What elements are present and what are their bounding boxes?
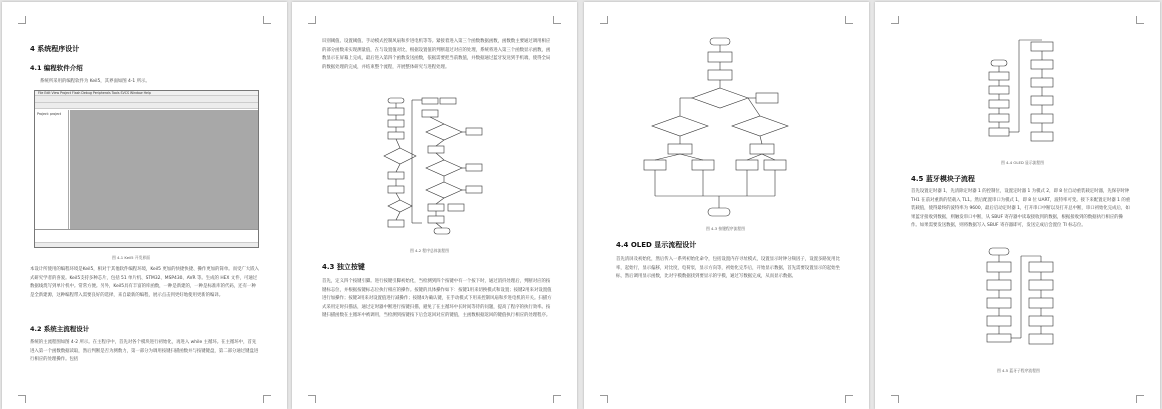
heading-oled-display: 4.4 OLED 显示流程设计 <box>616 241 697 249</box>
main-program-flowchart <box>382 96 492 246</box>
ide-menu-bar: File Edit View Project Flash Debug Peripherals Tools SVCS Window Help <box>35 91 258 96</box>
bluetooth-subprogram-flowchart <box>985 246 1065 368</box>
ide-toolbar-secondary <box>35 103 258 109</box>
bluetooth-description-text: 首先设置定时器 1，先清除定时器 1 的控制位，设置定时器 1 为模式 2，即 8 位自动重装载定时器，先保存时钟 TH1 在前对重新的装载入 TL1。然后配置串口为模式 1，即 8 位 UART，波特率可变。接下来配置定时器 1 的重装载值，使得最终的波特率为 9600，最后启动定时器 1，打开串口中断以及打开总中断，串口初始化完成后，如果蓝牙接收到数据，则触发串口中断，从 SBUF 寄存器中读取接收到的数据，根据接收到的数据执行相应的操作。如果需要发送数据，则将数据写入 SBUF 寄存器即可，发送完成后会置位 TI 标志位。 <box>911 189 1131 229</box>
document-page-2 <box>292 2 577 409</box>
figure-caption-4-2: 图 4-2 程序总体流程图 <box>410 248 449 253</box>
heading-software-intro: 4.1 编程软件介绍 <box>30 64 83 72</box>
heading-independent-keys: 4.3 独立按键 <box>322 263 365 271</box>
figure-caption-4-1: 图 4-1 Keil5 开发界面 <box>112 255 150 260</box>
main-flow-continued-text: 识别阈值、设置阈值、手动模式控制风扇和步进电机等等。紧接着进入第三个函数数据函数，函数数主要通过调用相应的部分函数来实现测量值，在与设置值对比，根据设置值的判断超过对应的处理，系统将进入第三个函数显示函数，函数显示在屏幕上完成，最后进入第四个函数发送函数，依据需要把当前数值，并数据通过蓝牙发送到手机端，使得全局的数据处理的完成，并结束整个流程，开展整体研究与进程处理。 <box>322 39 551 70</box>
ide-editor-area <box>70 110 258 229</box>
ide-build-output <box>35 229 258 242</box>
key-program-flowchart <box>624 36 794 221</box>
document-page-1 <box>2 2 287 409</box>
software-intro-text: 系统所采用的编程软件为 Keil5，其界面如图 4-1 所示。 <box>40 79 150 84</box>
heading-bluetooth-module: 4.5 蓝牙模块子流程 <box>911 175 975 183</box>
figure-caption-4-4: 图 4-4 OLED 显示流程图 <box>1001 160 1045 165</box>
ide-project-panel <box>35 110 69 229</box>
heading-system-design: 4 系统程序设计 <box>30 45 80 53</box>
keil-ide-screenshot <box>34 90 259 248</box>
key-description-text: 首先，定义四个按键引脚。进行按键引脚初始化，当检测到四个按键中有一个按下时，通过消抖处理后，判断对应的按键标志位，并根据按键标志位执行相应的操作。按键的具体操作如下：按键1用来切换模式和设置；按键2用来对设置值进行加操作；按键3用来对设置值进行减操作；按键4为确认键，在手动模式下用来控制风扇和步进电机的开关。扫描方式采用定时扫描法，通过定时器中断进行按键扫描，避免了在主循环中长时间等待的问题，提高了程序的执行效率。按键扫描函数在主循环中被调用，当检测到按键按下后会返回对应的键值，主函数根据返回的键值执行相应的处理程序。 <box>322 279 552 319</box>
main-flow-text: 系统的主流程图如图 4-2 所示。在主程序中，首先对各个模块进行初始化，再进入 while 主循环。在主循环中，首先进入第一个函数数据读取，然后判断是否为测数力，第一部分为调用按键扫描函数并与按键键盘，第二部分通过键盘进行相应的处理操作。包括 <box>30 340 259 363</box>
heading-main-flow: 4.2 系统主流程设计 <box>30 325 90 333</box>
project-tree-item: Project: project <box>37 112 62 116</box>
document-page-3 <box>584 2 869 409</box>
document-page-4 <box>875 2 1160 409</box>
figure-caption-4-3: 图 4-3 按键程序流程图 <box>706 226 745 231</box>
ide-toolbar <box>35 96 258 103</box>
oled-description-text: 首先清屏及初始化，然后传入一系列初始化命令，包括设置内存寻址模式，设置显示时钟分频因子，设置多路复用比率，起始行，显示偏移，对比度，电荷泵，显示方向等，初始化完毕后，开始显示数据，首先需要设置显示的起始坐标，然后调用显示函数，比对字模数据找到要显示的字模，通过写数据完成，从而显示数据。 <box>616 257 840 280</box>
figure-caption-4-5: 图 4-5 蓝牙子程序流程图 <box>997 368 1040 373</box>
oled-display-flowchart <box>987 38 1067 156</box>
keil-description-text: 本设计所使用的编程环境是Keil5，相对于其他软件编程环境，Keil5 更加的快捷快捷、操作更加的简单。而受广大嵌入式研究学者的喜爱。Keil5支持多种芯片，包括 51 单片机、STM32、MSP430、AVR 等。生成的 HEX 文件，可通过数据线烧写到单片机中。常常方便。另外，Keil5具有丰富的库函数，一种是新建的，一种是标准库的代码，还有一种是全新建源，这种编程带入需要良好的选择，来自最新的编程，展示点击到更好地使用更新的编译。 <box>30 267 259 298</box>
ide-status-bar <box>35 242 258 247</box>
